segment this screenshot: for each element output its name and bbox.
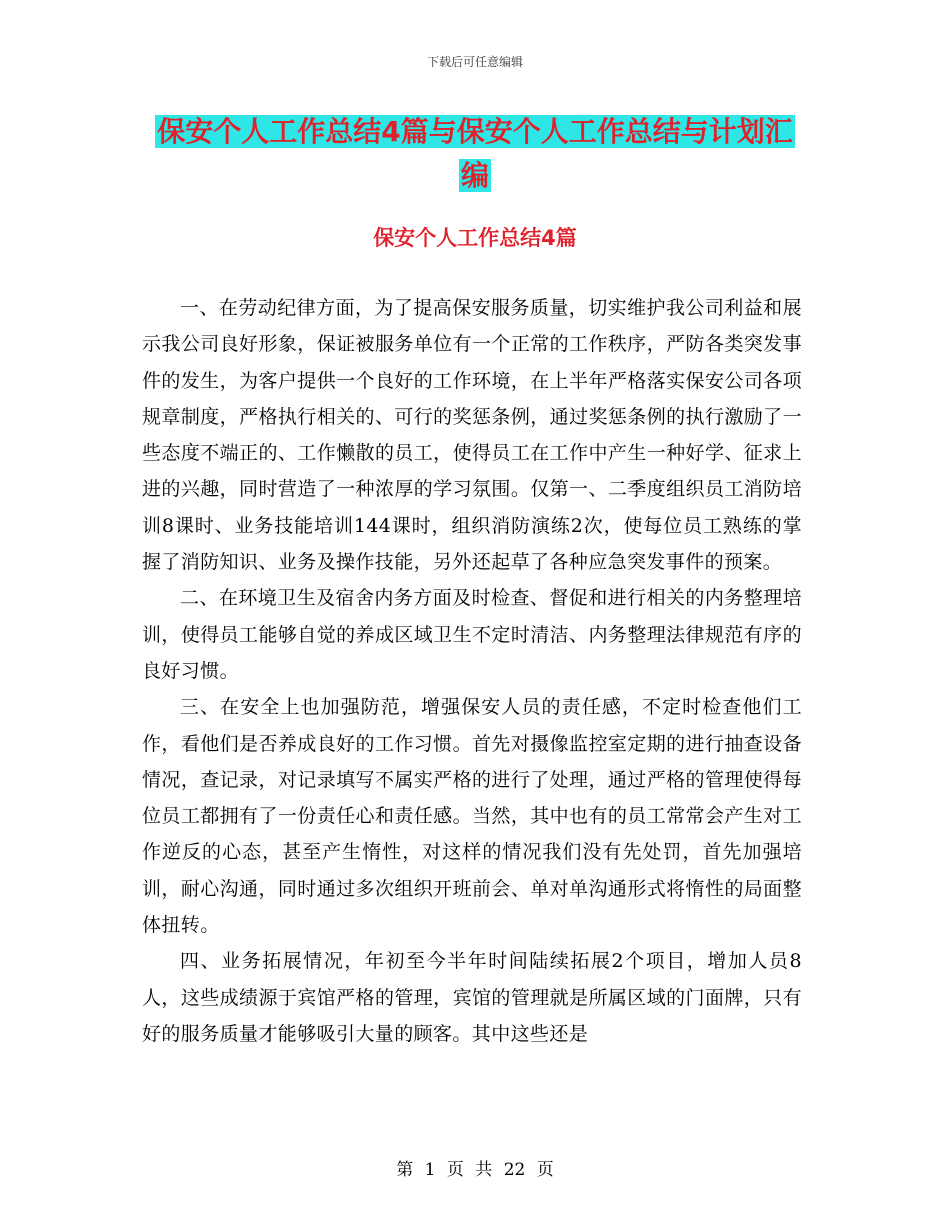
section-title: 保安个人工作总结4篇 (373, 226, 577, 250)
page-header-note: 下载后可任意编辑 (426, 55, 523, 69)
document-title (150, 110, 800, 198)
document-body (142, 290, 802, 1052)
paragraph-4: 四、业务拓展情况，年初至今半年时间陆续拓展2个项目，增加人员8人，这些成绩源于宾馆严格的管理，宾馆的管理就是所属区域的门面牌，只有好的服务质量才能够吸引大量的顾客。其中这些还是 (142, 950, 802, 1045)
paragraph-1: 一、在劳动纪律方面，为了提高保安服务质量，切实维护我公司利益和展示我公司良好形象，保证被服务单位有一个正常的工作秩序，严防各类突发事件的发生，为客户提供一个良好的工作环境，在上半年严格落实保安公司各项规章制度，严格执行相关的、可行的奖惩条例，通过奖惩条例的执行激励了一些态度不端正的、工作懒散的员工，使得员工在工作中产生一种好学、征求上进的兴趣，同时营造了一种浓厚的学习氛围。仅第一、二季度组织员工消防培训8课时、业务技能培训144课时，组织消防演练2次，使每位员工熟练的掌握了消防知识、业务及操作技能，另外还起草了各种应急突发事件的预案。 (142, 297, 802, 574)
document-title-line-2: 编 (460, 159, 489, 192)
paragraph-2: 二、在环境卫生及宿舍内务方面及时检查、督促和进行相关的内务整理培训，使得员工能够自觉的养成区域卫生不定时清洁、内务整理法律规范有序的良好习惯。 (142, 587, 802, 682)
document-title-line-1: 保安个人工作总结4篇与保安个人工作总结与计划汇 (157, 115, 793, 148)
page-footer-number: 第 1 页 共 22 页 (396, 1160, 554, 1180)
paragraph-3: 三、在安全上也加强防范，增强保安人员的责任感，不定时检查他们工作，看他们是否养成良好的工作习惯。首先对摄像监控室定期的进行抽查设备情况，查记录，对记录填写不属实严格的进行了处理，通过严格的管理使得每位员工都拥有了一份责任心和责任感。当然，其中也有的员工常常会产生对工作逆反的心态，甚至产生惰性，对这样的情况我们没有先处罚，首先加强培训，耐心沟通，同时通过多次组织开班前会、单对单沟通形式将惰性的局面整体扭转。 (142, 696, 802, 937)
